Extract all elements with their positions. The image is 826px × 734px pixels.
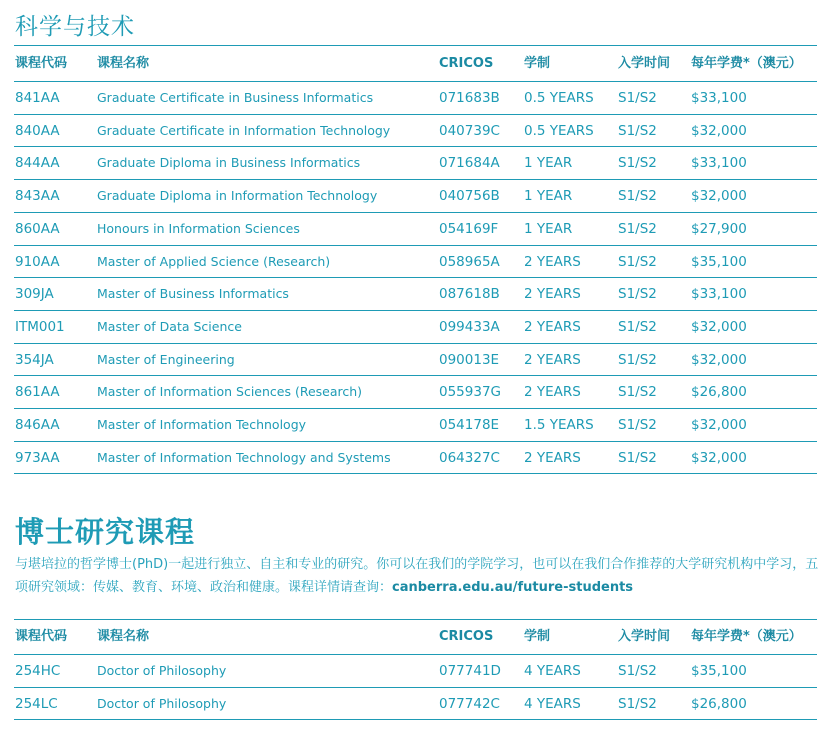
duration: 2 YEARS [524, 449, 581, 466]
header-fee: 每年学费*（澳元） [691, 56, 802, 71]
course-code: 860AA [15, 220, 60, 237]
intake: S1/S2 [618, 449, 657, 466]
course-code: 861AA [15, 384, 60, 401]
row-divider [14, 473, 817, 474]
cricos-code: 040756B [439, 188, 500, 205]
duration: 4 YEARS [524, 663, 581, 679]
table-row [15, 442, 817, 474]
description-text: 与堪培拉的哲学博士(PhD)一起进行独立、自主和专业的研究。你可以在我们的学院学习，也可以在我们合作推荐的大学研究机构中学习，五项研究领域：传媒、教育、环境、政治和健康。课程详情请查询： [15, 557, 819, 595]
header-code: 课程代码 [15, 56, 68, 71]
annual-fee: $33,100 [691, 90, 747, 106]
intake: S1/S2 [618, 188, 657, 205]
cricos-code: 077742C [439, 695, 500, 712]
course-code: 840AA [15, 122, 60, 139]
course-code: 254LC [15, 695, 58, 712]
course-name: Graduate Diploma in Business Informatics [97, 155, 361, 171]
cricos-code: 054178E [439, 417, 500, 433]
cricos-code: 099433A [439, 318, 500, 335]
course-name: Master of Engineering [97, 351, 235, 367]
title-rule [14, 45, 817, 46]
course-name: Graduate Certificate in Business Informatics [97, 90, 374, 105]
cricos-code: 090013E [439, 351, 500, 368]
cricos-code: 054169F [439, 220, 499, 237]
course-name: Master of Information Technology [97, 417, 307, 432]
duration: 1.5 YEARS [524, 417, 594, 433]
table-row [15, 213, 817, 245]
duration: 1 YEAR [524, 155, 573, 172]
table-header-phd [15, 621, 817, 653]
course-code: 910AA [15, 253, 60, 270]
annual-fee: $35,100 [691, 663, 747, 679]
duration: 2 YEARS [524, 384, 581, 401]
table-row [15, 115, 817, 147]
cricos-code: 071683B [439, 90, 500, 106]
duration: 4 YEARS [524, 695, 581, 712]
header-intake: 入学时间 [618, 629, 671, 644]
intake: S1/S2 [618, 253, 657, 270]
header-name: 课程名称 [97, 629, 150, 644]
header-fee: 每年学费*（澳元） [691, 629, 802, 644]
row-divider [14, 719, 817, 720]
course-code: 843AA [15, 188, 60, 205]
header-rule-top [14, 619, 817, 620]
intake: S1/S2 [618, 417, 657, 433]
header-name: 课程名称 [97, 56, 150, 71]
duration: 2 YEARS [524, 318, 581, 335]
duration: 2 YEARS [524, 351, 581, 368]
duration: 0.5 YEARS [524, 122, 594, 139]
annual-fee: $32,000 [691, 318, 747, 335]
intake: S1/S2 [618, 318, 657, 335]
course-name: Master of Data Science [97, 318, 242, 334]
table-row [15, 246, 817, 278]
table-row [15, 655, 817, 687]
course-name: Graduate Diploma in Information Technology [97, 188, 378, 204]
annual-fee: $32,000 [691, 449, 747, 466]
course-name: Doctor of Philosophy [97, 663, 227, 678]
cricos-code: 058965A [439, 253, 500, 270]
intake: S1/S2 [618, 695, 657, 712]
table-header [15, 48, 817, 80]
intake: S1/S2 [618, 220, 657, 237]
annual-fee: $33,100 [691, 286, 747, 303]
annual-fee: $26,800 [691, 384, 747, 401]
table-row [15, 147, 817, 179]
duration: 1 YEAR [524, 220, 573, 237]
cricos-code: 071684A [439, 155, 500, 172]
section-title-science-technology: 科学与技术 [15, 14, 135, 40]
table-row [15, 376, 817, 408]
course-code: 309JA [15, 286, 54, 303]
course-code: 844AA [15, 155, 60, 172]
duration: 2 YEARS [524, 253, 581, 270]
intake: S1/S2 [618, 351, 657, 368]
cricos-code: 040739C [439, 122, 500, 139]
annual-fee: $35,100 [691, 253, 747, 270]
annual-fee: $32,000 [691, 188, 747, 205]
intake: S1/S2 [618, 122, 657, 139]
course-name: Master of Information Sciences (Research) [97, 384, 363, 400]
phd-description [15, 553, 820, 599]
course-code: ITM001 [15, 318, 65, 335]
course-code: 973AA [15, 449, 60, 466]
course-name: Graduate Certificate in Information Technology [97, 122, 391, 138]
annual-fee: $32,000 [691, 122, 747, 139]
duration: 1 YEAR [524, 188, 573, 205]
annual-fee: $27,900 [691, 220, 747, 237]
intake: S1/S2 [618, 286, 657, 303]
course-name: Master of Business Informatics [97, 286, 289, 302]
cricos-code: 077741D [439, 663, 501, 679]
header-code: 课程代码 [15, 629, 68, 644]
annual-fee: $26,800 [691, 695, 747, 712]
table-row [15, 409, 817, 441]
course-code: 254HC [15, 663, 61, 679]
header-duration: 学制 [524, 56, 551, 71]
table-row [15, 311, 817, 343]
course-name: Master of Information Technology and Systems [97, 449, 391, 465]
section-title-phd: 博士研究课程 [15, 515, 196, 549]
header-cricos: CRICOS [439, 629, 494, 644]
intake: S1/S2 [618, 663, 657, 679]
annual-fee: $32,000 [691, 351, 747, 368]
annual-fee: $32,000 [691, 417, 747, 433]
header-duration: 学制 [524, 629, 551, 644]
intake: S1/S2 [618, 384, 657, 401]
intake: S1/S2 [618, 90, 657, 106]
table-row [15, 688, 817, 720]
duration: 0.5 YEARS [524, 90, 594, 106]
course-code: 841AA [15, 90, 60, 106]
cricos-code: 055937G [439, 384, 501, 401]
course-name: Doctor of Philosophy [97, 695, 227, 711]
table-row [15, 278, 817, 310]
cricos-code: 087618B [439, 286, 500, 303]
header-cricos: CRICOS [439, 56, 494, 71]
course-name: Master of Applied Science (Research) [97, 253, 331, 269]
header-intake: 入学时间 [618, 56, 671, 71]
future-students-link[interactable]: canberra.edu.au/future-students [392, 580, 634, 595]
intake: S1/S2 [618, 155, 657, 172]
course-code: 846AA [15, 417, 60, 433]
table-row [15, 180, 817, 212]
duration: 2 YEARS [524, 286, 581, 303]
course-code: 354JA [15, 351, 54, 368]
table-row [15, 344, 817, 376]
annual-fee: $33,100 [691, 155, 747, 172]
table-row [15, 82, 817, 114]
course-name: Honours in Information Sciences [97, 220, 300, 236]
cricos-code: 064327C [439, 449, 500, 466]
